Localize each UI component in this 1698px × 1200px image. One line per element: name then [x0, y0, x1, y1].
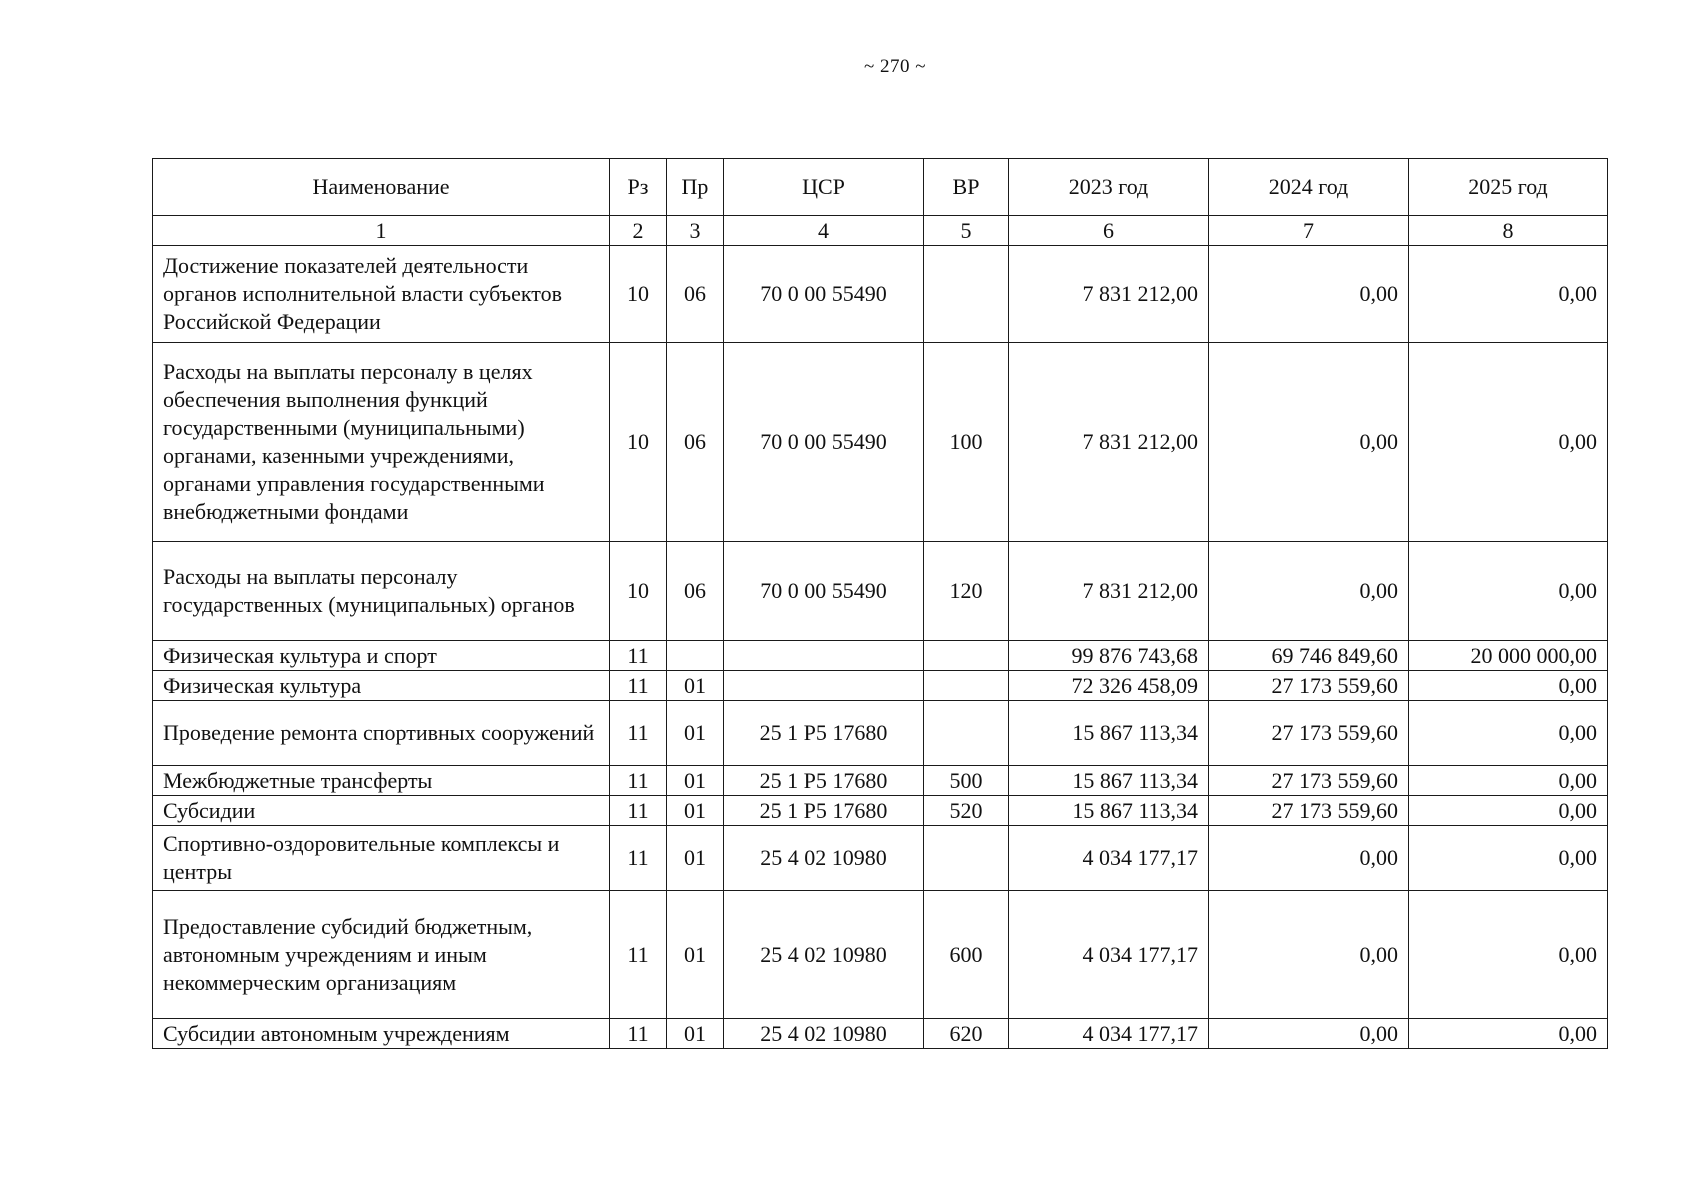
table-row	[153, 796, 1608, 826]
header-vr: ВР	[924, 159, 1009, 216]
cell-csr: 25 1 P5 17680	[724, 796, 924, 826]
cell-csr: 70 0 00 55490	[724, 343, 924, 542]
cell-2025: 20 000 000,00	[1409, 641, 1608, 671]
cell-2023: 99 876 743,68	[1009, 641, 1209, 671]
cell-pr: 06	[667, 246, 724, 343]
cell-vr	[924, 641, 1009, 671]
table-row	[153, 671, 1608, 701]
cell-rz: 11	[610, 826, 667, 891]
column-number: 1	[153, 216, 610, 246]
cell-vr	[924, 246, 1009, 343]
header-2024: 2024 год	[1209, 159, 1409, 216]
cell-2024: 0,00	[1209, 891, 1409, 1019]
cell-name: Предоставление субсидий бюджетным, автономным учреждениям и иным некоммерческим организациям	[153, 891, 610, 1019]
cell-2024: 0,00	[1209, 343, 1409, 542]
cell-rz: 11	[610, 891, 667, 1019]
cell-2025: 0,00	[1409, 891, 1608, 1019]
header-2023: 2023 год	[1009, 159, 1209, 216]
column-number: 5	[924, 216, 1009, 246]
cell-2023: 7 831 212,00	[1009, 542, 1209, 641]
cell-2025: 0,00	[1409, 701, 1608, 766]
cell-rz: 10	[610, 542, 667, 641]
cell-2024: 27 173 559,60	[1209, 796, 1409, 826]
column-number: 7	[1209, 216, 1409, 246]
cell-2023: 15 867 113,34	[1009, 701, 1209, 766]
cell-rz: 10	[610, 246, 667, 343]
cell-rz: 11	[610, 796, 667, 826]
column-number: 4	[724, 216, 924, 246]
cell-2024: 0,00	[1209, 542, 1409, 641]
cell-pr	[667, 641, 724, 671]
header-csr: ЦСР	[724, 159, 924, 216]
cell-2023: 72 326 458,09	[1009, 671, 1209, 701]
budget-table	[152, 158, 1608, 1049]
cell-name: Субсидии	[153, 796, 610, 826]
cell-name: Межбюджетные трансферты	[153, 766, 610, 796]
cell-vr	[924, 671, 1009, 701]
cell-csr: 25 4 02 10980	[724, 891, 924, 1019]
cell-csr	[724, 671, 924, 701]
cell-rz: 11	[610, 701, 667, 766]
cell-2025: 0,00	[1409, 343, 1608, 542]
cell-2024: 69 746 849,60	[1209, 641, 1409, 671]
cell-vr	[924, 826, 1009, 891]
cell-rz: 11	[610, 1019, 667, 1049]
cell-name: Расходы на выплаты персоналу в целях обеспечения выполнения функций государственными (муниципальными) органами, казенными учреждениями, органами управления государственными внебюджетными фондами	[153, 343, 610, 542]
cell-vr: 600	[924, 891, 1009, 1019]
cell-name: Субсидии автономным учреждениям	[153, 1019, 610, 1049]
page-number: ~ 270 ~	[863, 56, 927, 77]
cell-2024: 27 173 559,60	[1209, 701, 1409, 766]
cell-vr: 120	[924, 542, 1009, 641]
cell-csr	[724, 641, 924, 671]
cell-2025: 0,00	[1409, 542, 1608, 641]
cell-2023: 7 831 212,00	[1009, 343, 1209, 542]
cell-name: Достижение показателей деятельности органов исполнительной власти субъектов Российской Федерации	[153, 246, 610, 343]
cell-2025: 0,00	[1409, 671, 1608, 701]
cell-2024: 0,00	[1209, 826, 1409, 891]
table-row	[153, 343, 1608, 542]
cell-pr: 01	[667, 671, 724, 701]
table-row	[153, 701, 1608, 766]
cell-name: Расходы на выплаты персоналу государственных (муниципальных) органов	[153, 542, 610, 641]
table-row	[153, 1019, 1608, 1049]
cell-csr: 70 0 00 55490	[724, 542, 924, 641]
table-row	[153, 766, 1608, 796]
cell-vr: 620	[924, 1019, 1009, 1049]
table-row	[153, 641, 1608, 671]
cell-2023: 4 034 177,17	[1009, 891, 1209, 1019]
column-number: 3	[667, 216, 724, 246]
cell-vr	[924, 701, 1009, 766]
cell-pr: 01	[667, 826, 724, 891]
cell-csr: 25 1 P5 17680	[724, 701, 924, 766]
cell-pr: 01	[667, 796, 724, 826]
cell-2025: 0,00	[1409, 1019, 1608, 1049]
cell-pr: 01	[667, 891, 724, 1019]
cell-rz: 11	[610, 671, 667, 701]
cell-2024: 0,00	[1209, 246, 1409, 343]
cell-vr: 100	[924, 343, 1009, 542]
cell-name: Физическая культура и спорт	[153, 641, 610, 671]
table-row	[153, 246, 1608, 343]
cell-2023: 7 831 212,00	[1009, 246, 1209, 343]
column-number-row	[153, 216, 1608, 246]
cell-csr: 25 4 02 10980	[724, 1019, 924, 1049]
cell-csr: 70 0 00 55490	[724, 246, 924, 343]
cell-2024: 27 173 559,60	[1209, 766, 1409, 796]
cell-2023: 15 867 113,34	[1009, 796, 1209, 826]
header-name: Наименование	[153, 159, 610, 216]
cell-2023: 4 034 177,17	[1009, 1019, 1209, 1049]
cell-2025: 0,00	[1409, 796, 1608, 826]
cell-2023: 15 867 113,34	[1009, 766, 1209, 796]
cell-rz: 10	[610, 343, 667, 542]
table-row	[153, 542, 1608, 641]
cell-pr: 06	[667, 343, 724, 542]
cell-rz: 11	[610, 641, 667, 671]
cell-rz: 11	[610, 766, 667, 796]
cell-2023: 4 034 177,17	[1009, 826, 1209, 891]
cell-vr: 500	[924, 766, 1009, 796]
cell-2025: 0,00	[1409, 246, 1608, 343]
column-number: 8	[1409, 216, 1608, 246]
header-row	[153, 159, 1608, 216]
cell-pr: 01	[667, 1019, 724, 1049]
column-number: 2	[610, 216, 667, 246]
cell-2024: 27 173 559,60	[1209, 671, 1409, 701]
header-pr: Пр	[667, 159, 724, 216]
header-rz: Рз	[610, 159, 667, 216]
table-row	[153, 826, 1608, 891]
cell-pr: 01	[667, 701, 724, 766]
cell-2025: 0,00	[1409, 766, 1608, 796]
cell-csr: 25 1 P5 17680	[724, 766, 924, 796]
cell-name: Физическая культура	[153, 671, 610, 701]
cell-2024: 0,00	[1209, 1019, 1409, 1049]
cell-2025: 0,00	[1409, 826, 1608, 891]
table-row	[153, 891, 1608, 1019]
column-number: 6	[1009, 216, 1209, 246]
header-2025: 2025 год	[1409, 159, 1608, 216]
cell-csr: 25 4 02 10980	[724, 826, 924, 891]
cell-vr: 520	[924, 796, 1009, 826]
cell-pr: 01	[667, 766, 724, 796]
cell-name: Проведение ремонта спортивных сооружений	[153, 701, 610, 766]
cell-pr: 06	[667, 542, 724, 641]
cell-name: Спортивно-оздоровительные комплексы и центры	[153, 826, 610, 891]
